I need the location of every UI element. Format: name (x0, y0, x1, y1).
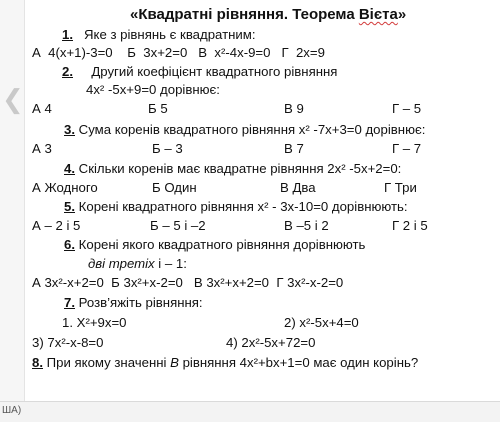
task-item: 1. Х²+9х=0 (62, 315, 127, 330)
question-text: Корені квадратного рівняння х² - 3х-10=0 дорівнюють: (78, 199, 408, 214)
question-2-equation: 4х² -5х+9=0 дорівнює: (86, 82, 220, 97)
question-6-cont: дві третіх і – 1: (88, 256, 187, 271)
option-a: А 3х²-х+2=0 (32, 275, 104, 290)
task-item: 3) 7х²-х-8=0 (32, 335, 104, 350)
option-b: Б Один (152, 180, 197, 195)
question-5 (64, 199, 408, 214)
option-b: Б 3х²+х-2=0 (111, 275, 183, 290)
document-page (30, 0, 494, 400)
question-text: Скільки коренів має квадратне рівняння 2х² -5х+2=0: (78, 161, 402, 176)
question-text: Яке з рівнянь є квадратним: (84, 27, 256, 42)
option-d: Г – 7 (392, 141, 422, 156)
task-item: 2) х²-5х+4=0 (284, 315, 359, 330)
question-text: Розв’яжіть рівняння: (78, 295, 203, 310)
question-7 (64, 295, 203, 310)
page-title: «Квадратні рівняння. Теорема Вієта» (130, 6, 407, 23)
option-b: Б – 3 (152, 141, 183, 156)
status-label: ША) (2, 405, 22, 416)
question-text: Корені якого квадратного рівняння дорівнюють (78, 237, 366, 252)
option-a: А – 2 і 5 (32, 218, 81, 233)
chevron-left-icon[interactable]: ❮ (2, 85, 24, 115)
question-1-options: А 4(х+1)-3=0 Б 3х+2=0 В х²-4х-9=0 Г 2х=9 (32, 45, 325, 60)
question-text: Другий коефіцієнт квадратного рівняння (91, 64, 338, 79)
question-number: 1. (62, 27, 73, 42)
option-c: В Два (280, 180, 316, 195)
option-a: А 3 (32, 141, 52, 156)
option-d: Г 2 і 5 (392, 218, 428, 233)
option-b: Б – 5 і –2 (150, 218, 206, 233)
question-number: 6. (64, 237, 75, 252)
question-text: Сума коренів квадратного рівняння х² -7х+3=0 дорівнює: (78, 122, 426, 137)
question-1 (62, 27, 256, 42)
question-4 (64, 161, 401, 176)
option-a: А Жодного (32, 180, 98, 195)
option-c: В 9 (284, 101, 304, 116)
question-number: 4. (64, 161, 75, 176)
question-number: 7. (64, 295, 75, 310)
question-number: 2. (62, 64, 73, 79)
question-6-options (32, 275, 343, 290)
question-8: 8. При якому значенні B рівняння 4х²+bх+1=0 має один корінь? (32, 355, 419, 370)
option-c: В –5 і 2 (284, 218, 329, 233)
spellcheck-word: Вієта (358, 6, 398, 23)
option-d: Г 3х²-х-2=0 (276, 275, 344, 290)
question-2 (62, 64, 337, 79)
option-d: Г – 5 (392, 101, 422, 116)
option-b: Б 5 (148, 101, 168, 116)
task-item: 4) 2х²-5х+72=0 (226, 335, 316, 350)
question-3 (64, 122, 425, 137)
option-c: В 3х²+х+2=0 (193, 275, 270, 290)
option-d: Г Три (384, 180, 417, 195)
question-number: 8. (32, 355, 43, 370)
left-panel (0, 0, 25, 422)
status-bar (0, 401, 500, 422)
option-a: А 4 (32, 101, 52, 116)
question-number: 5. (64, 199, 75, 214)
question-6 (64, 237, 365, 252)
option-c: В 7 (284, 141, 304, 156)
question-number: 3. (64, 122, 75, 137)
